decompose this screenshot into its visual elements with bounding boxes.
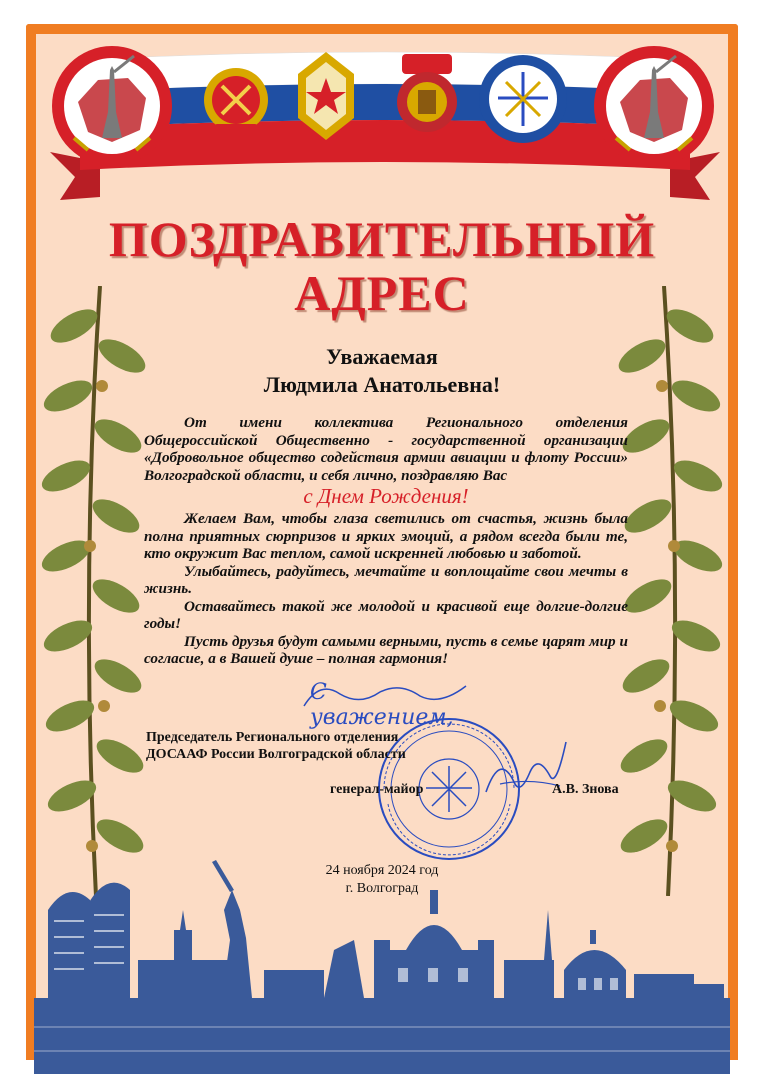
issue-city: г. Волгоград [345, 881, 419, 896]
volgograd-skyline [34, 850, 730, 1074]
regards-text: С уважением, [310, 680, 454, 730]
intro-paragraph: От имени коллектива Регионального отделения Общероссийской Общественно - государственной организации «Добровольное общество содействия армии авиации и флоту России» Волгоградской области, и себя лично, поздравляю Вас [144, 414, 628, 484]
greeting-line-1: Уважаемая [326, 344, 438, 369]
dosaaf-volgograd-emblem-right [590, 42, 718, 170]
wish-paragraph-4: Пусть друзья будут самыми верными, пусть в семье царят мир и согласие, а в Вашей душе – полная гармония! [144, 632, 628, 667]
occasion-heading: с Днем Рождения! [303, 484, 469, 508]
letter-body [144, 414, 628, 668]
title-line-2: АДРЕС [294, 265, 470, 321]
recipient-name: Людмила Анатольевна! [263, 372, 501, 397]
signatory-position-1: Председатель Регионального отделения [146, 730, 399, 745]
handwritten-regards [300, 676, 470, 730]
title-line-1: ПОЗДРАВИТЕЛЬНЫЙ [108, 211, 656, 267]
dosaaf-ussr-emblem [292, 48, 360, 144]
signature-scribble [480, 732, 570, 812]
signatory-name: А.В. Знова [552, 782, 619, 797]
wish-paragraph-2: Улыбайтесь, радуйтесь, мечтайте и воплощайте свои мечты в жизнь. [144, 562, 628, 597]
signatory-rank: генерал-майор [330, 782, 424, 797]
wish-paragraph-3: Оставайтесь такой же молодой и красивой еще долгие-долгие годы! [144, 597, 628, 632]
rosto-emblem [392, 50, 462, 142]
signatory-position-2: ДОСААФ России Волгоградской области [146, 747, 406, 762]
issue-date: 24 ноября 2024 год [325, 863, 439, 878]
osoaviakhim-emblem [200, 56, 272, 144]
dosaaf-volgograd-emblem [48, 42, 176, 170]
wish-paragraph-1: Желаем Вам, чтобы глаза светились от счастья, жизнь была полна приятных сюрпризов и ярких эмоций, а рядом всегда были те, кто окружит Вас теплом, самой искренней любовью и заботой. [144, 510, 628, 562]
dosaaf-russia-emblem [476, 52, 570, 146]
